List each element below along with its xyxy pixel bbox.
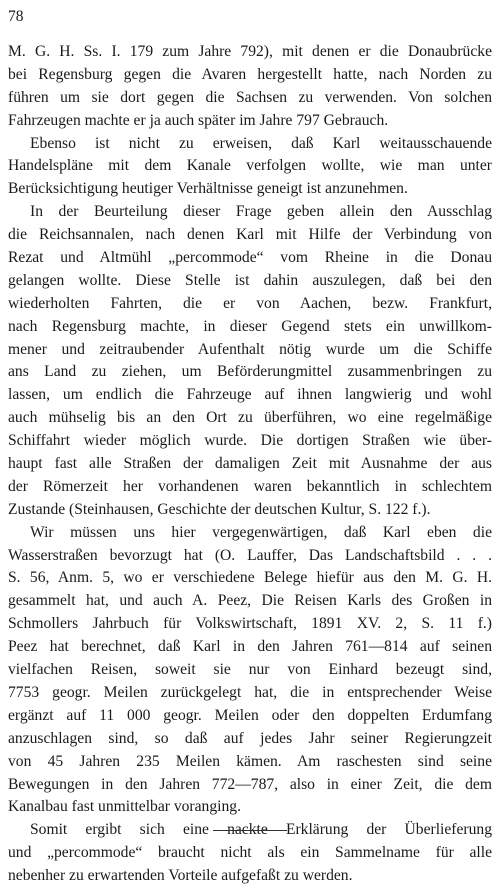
text-line: gelangen wollte. Diese Stelle ist dahin auszulegen, daß bei den (8, 271, 492, 289)
text-line: mener und zeitraubender Aufenthalt nötig wurde um die Schiffe (8, 340, 492, 358)
text-line: Zustande (Steinhausen, Geschichte der deutschen Kultur, S. 122 f.). (8, 500, 431, 518)
text-line: führen um sie dort gegen die Sachsen zu verwenden. Von solchen (8, 88, 492, 106)
text-line: nach Regensburg machte, in dieser Gegend stets ein unwillkom- (8, 317, 492, 335)
text-line: Fahrzeugen machte er ja auch später im Jahre 797 Gebrauch. (8, 111, 389, 129)
text-line: S. 56, Anm. 5, wo er verschiedene Belege hiefür aus den M. G. H. (8, 569, 492, 587)
text-line: In der Beurteilung dieser Frage geben allein den Ausschlag (30, 203, 492, 221)
page-number: 78 (8, 8, 24, 25)
text-line: ans Land zu ziehen, um Beförderungmittel zusammenbringen zu (8, 363, 492, 381)
text-line: nebenher zu erwartenden Vorteile aufgefaßt zu werden. (8, 867, 353, 885)
text-line: Kanalbau fast unmittelbar voranging. (8, 798, 241, 816)
text-line: Wasserstraßen bevorzugt hat (O. Lauffer, Das Landschaftsbild . . . (8, 546, 492, 564)
text-line: vielfachen Reisen, soweit sie nur von Einhard bezeugt sind, (8, 661, 492, 679)
text-line: von 45 Jahren 235 Meilen kämen. Am raschesten sind seine (8, 752, 492, 770)
text-line: gesammelt hat, und auch A. Peez, Die Reisen Karls des Großen in (8, 592, 492, 610)
text-line: Berücksichtigung heutiger Verhältnisse geneigt ist anzunehmen. (8, 180, 408, 198)
text-line: anzuschlagen sind, so daß auf jedes Jahr seiner Regierungzeit (8, 729, 492, 747)
text-line: die Reichsannalen, nach denen Karl mit Hilfe der Verbindung von (8, 226, 492, 244)
text-line: wiederholten Fahrten, die er von Aachen, bezw. Frankfurt, (8, 294, 492, 312)
text-line: der Römerzeit her vorhandenen waren bekanntlich in schlechtem (8, 477, 492, 495)
text-line: Peez hat berechnet, daß Karl in den Jahren 761—814 auf seinen (8, 638, 492, 656)
text-line: Bewegungen in den Jahren 772—787, also in einer Zeit, die dem (8, 775, 492, 793)
body-text (8, 41, 492, 888)
text-line: bei Regensburg gegen die Avaren hergestellt hatte, nach Norden zu (8, 65, 492, 83)
text-line: Schiffahrt wieder möglich wurde. Die dortigen Straßen wie über- (8, 432, 492, 450)
text-line: M. G. H. Ss. I. 179 zum Jahre 792), mit denen er die Donaubrücke (8, 43, 492, 60)
text-line: Handelspläne mit dem Kanale verfolgen wollte, wie man unter (8, 157, 492, 175)
text-line: Ebenso ist nicht zu erweisen, daß Karl weitausschauende (30, 134, 492, 152)
text-line: Wir müssen uns hier vergegenwärtigen, daß Karl eben die (30, 523, 492, 541)
section-divider (213, 830, 287, 831)
book-page (8, 0, 492, 885)
text-line: Somit ergibt sich eine nackte Erklärung der Überlieferung (30, 821, 492, 839)
text-line: ergänzt auf 11 000 geogr. Meilen oder den doppelten Erdumfang (8, 706, 492, 724)
text-line: Rezat und Altmühl „percommode“ vom Rheine in die Donau (8, 249, 492, 267)
text-line: und „percommode“ braucht nicht als ein Sammelname für alle (8, 844, 492, 862)
text-line: auch mühselig bis an den Ort zu überführen, wo eine regelmäßige (8, 409, 492, 427)
text-line: Schmollers Jahrbuch für Volkswirtschaft, 1891 XV. 2, S. 11 f.) (8, 615, 492, 633)
text-line: haupt fast alle Straßen der damaligen Zeit mit Ausnahme der aus (8, 455, 492, 473)
text-line: 7753 geogr. Meilen zurückgelegt hat, die in entsprechender Weise (8, 683, 492, 701)
text-line: lassen, um endlich die Fahrzeuge auf ihnen langwierig und wohl (8, 386, 492, 404)
